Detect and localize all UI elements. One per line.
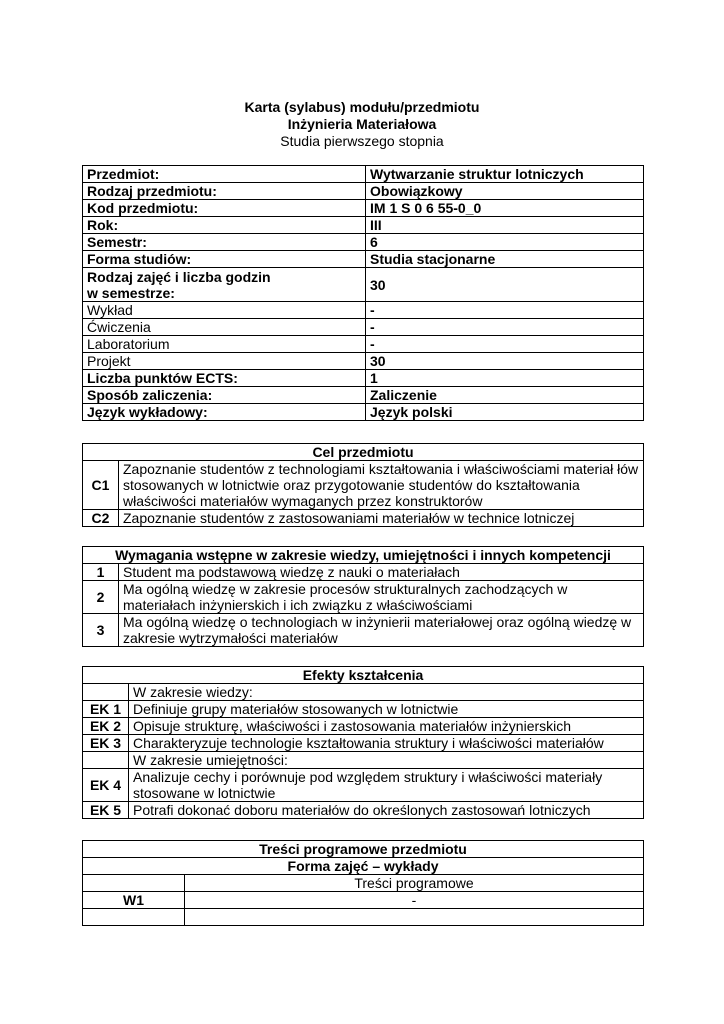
info-value: 6: [366, 234, 644, 251]
info-row-zajecia: [83, 268, 644, 302]
outcome-group-label: W zakresie wiedzy:: [129, 684, 644, 701]
info-value: -: [366, 302, 644, 319]
empty-cell: [83, 875, 185, 892]
section-heading: Wymagania wstępne w zakresie wiedzy, umiejętności i innych kompetencji: [83, 547, 644, 564]
info-value: 1: [366, 370, 644, 387]
info-row-ects: [83, 370, 644, 387]
info-value: 30: [366, 353, 644, 370]
content-text: -: [185, 892, 644, 909]
empty-cell: [83, 909, 185, 926]
field-of-study: Inżynieria Materiałowa: [287, 116, 437, 132]
outcome-row: [83, 769, 644, 802]
section-heading-row: [83, 547, 644, 564]
content-row: [83, 892, 644, 909]
info-value: -: [366, 336, 644, 353]
outcome-id: EK 2: [83, 718, 129, 735]
outcome-id: EK 5: [83, 802, 129, 819]
info-label: Rok:: [83, 217, 366, 234]
info-row-zaliczenie: [83, 387, 644, 404]
info-label: Liczba punktów ECTS:: [83, 370, 366, 387]
info-label-line: Rodzaj zajęć i liczba godzin: [87, 268, 271, 285]
info-label: Projekt: [83, 353, 366, 370]
section-heading: Efekty kształcenia: [83, 667, 644, 684]
outcome-group-row: [83, 684, 644, 701]
outcome-text: Definiuje grupy materiałów stosowanych w lotnictwie: [129, 701, 644, 718]
prerequisites-table: [82, 546, 644, 647]
outcome-row: [83, 735, 644, 752]
info-row-przedmiot: [83, 166, 644, 183]
section-heading: Cel przedmiotu: [83, 444, 644, 461]
info-row-jezyk: [83, 404, 644, 421]
info-label: Przedmiot:: [83, 166, 366, 183]
prerequisite-row: [83, 581, 644, 614]
prerequisite-text: Student ma podstawową wiedzę z nauki o materiałach: [119, 564, 644, 581]
info-row-kod: [83, 200, 644, 217]
empty-cell: [185, 909, 644, 926]
program-content-table: [82, 840, 644, 926]
info-row-projekt: [83, 353, 644, 370]
info-value: Obowiązkowy: [366, 183, 644, 200]
prerequisite-id: 1: [83, 564, 119, 581]
outcome-id: EK 4: [83, 769, 129, 802]
objective-id: C1: [83, 461, 119, 510]
info-label: Semestr:: [83, 234, 366, 251]
empty-cell: [83, 752, 129, 769]
outcome-id: EK 1: [83, 701, 129, 718]
course-info-table: [82, 165, 644, 421]
prerequisite-id: 2: [83, 581, 119, 614]
outcome-group-row: [83, 752, 644, 769]
info-label: [83, 268, 366, 302]
info-label: Rodzaj przedmiotu:: [83, 183, 366, 200]
outcome-row: [83, 718, 644, 735]
objective-text: Zapoznanie studentów z technologiami kształtowania i właściwościami materiał łów stosowanych w lotnictwie oraz przygotowanie studentów do kształtowania właściwości materiałów wymaganych przez konstruktorów: [119, 461, 644, 510]
outcome-id: EK 3: [83, 735, 129, 752]
outcome-row: [83, 701, 644, 718]
prerequisite-row: [83, 614, 644, 647]
info-label: Forma studiów:: [83, 251, 366, 268]
info-value: Studia stacjonarne: [366, 251, 644, 268]
section-subheading: Forma zajęć – wykłady: [83, 858, 644, 875]
content-id: W1: [83, 892, 185, 909]
section-subheading-row: [83, 858, 644, 875]
learning-outcomes-table: [82, 666, 644, 819]
section-heading-row: [83, 667, 644, 684]
info-value: IM 1 S 0 6 55-0_0: [366, 200, 644, 217]
section-heading: Treści programowe przedmiotu: [83, 841, 644, 858]
info-value: Język polski: [366, 404, 644, 421]
section-heading-row: [83, 444, 644, 461]
prerequisite-row: [83, 564, 644, 581]
objective-row: [83, 461, 644, 510]
info-value: Wytwarzanie struktur lotniczych: [366, 166, 644, 183]
info-row-semestr: [83, 234, 644, 251]
info-label: Kod przedmiotu:: [83, 200, 366, 217]
outcome-text: Analizuje cechy i porównuje pod względem struktury i właściwości materiały stosowane w lotnictwie: [129, 769, 644, 802]
document-header: [0, 99, 724, 150]
document-title: Karta (sylabus) modułu/przedmiotu: [244, 99, 480, 115]
info-label: Laboratorium: [83, 336, 366, 353]
info-label: Sposób zaliczenia:: [83, 387, 366, 404]
section-heading-row: [83, 841, 644, 858]
prerequisite-text: Ma ogólną wiedzę w zakresie procesów strukturalnych zachodzących w materiałach inżynierskich i ich związku z właściwościami: [119, 581, 644, 614]
info-label-line: w semestrze:: [87, 284, 175, 301]
info-label: Ćwiczenia: [83, 319, 366, 336]
prerequisite-text: Ma ogólną wiedzę o technologiach w inżynierii materiałowej oraz ogólną wiedzę w zakresie wytrzymałości materiałów: [119, 614, 644, 647]
objective-id: C2: [83, 510, 119, 527]
outcome-text: Opisuje strukturę, właściwości i zastosowania materiałów inżynierskich: [129, 718, 644, 735]
objective-row: [83, 510, 644, 527]
outcome-row: [83, 802, 644, 819]
info-value: Zaliczenie: [366, 387, 644, 404]
course-objectives-table: [82, 443, 644, 527]
outcome-group-label: W zakresie umiejętności:: [129, 752, 644, 769]
info-value: 30: [366, 268, 644, 302]
info-row-rodzaj: [83, 183, 644, 200]
info-value: -: [366, 319, 644, 336]
prerequisite-id: 3: [83, 614, 119, 647]
content-row-empty: [83, 909, 644, 926]
objective-text: Zapoznanie studentów z zastosowaniami materiałów w technice lotniczej: [119, 510, 644, 527]
info-row-laboratorium: [83, 336, 644, 353]
outcome-text: Charakteryzuje technologie kształtowania struktury i właściwości materiałów: [129, 735, 644, 752]
outcome-text: Potrafi dokonać doboru materiałów do określonych zastosowań lotniczych: [129, 802, 644, 819]
info-row-cwiczenia: [83, 319, 644, 336]
column-header-row: [83, 875, 644, 892]
info-label: Język wykładowy:: [83, 404, 366, 421]
study-level: Studia pierwszego stopnia: [280, 133, 444, 149]
empty-cell: [83, 684, 129, 701]
column-header: Treści programowe: [185, 875, 644, 892]
info-row-rok: [83, 217, 644, 234]
info-label: Wykład: [83, 302, 366, 319]
info-value: III: [366, 217, 644, 234]
info-row-forma: [83, 251, 644, 268]
info-row-wyklad: [83, 302, 644, 319]
